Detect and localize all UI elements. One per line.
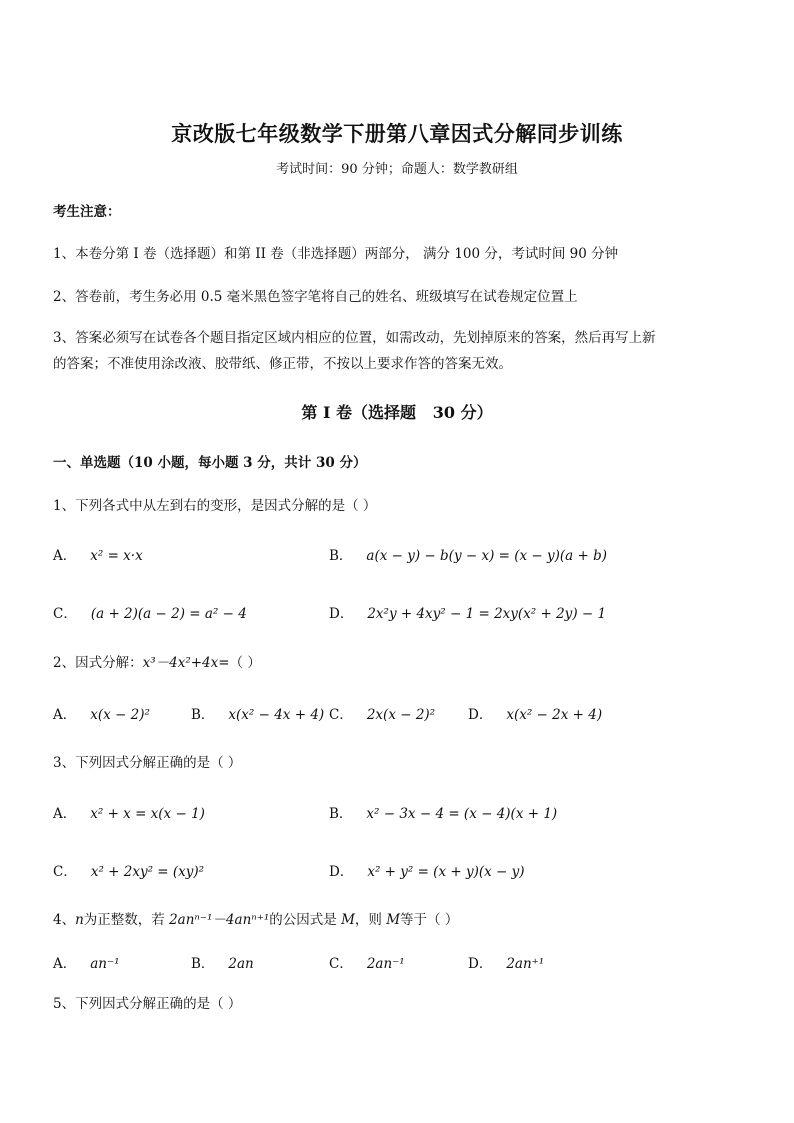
question-3-option-b[interactable] xyxy=(329,802,557,822)
option-text: x² + x = x(x − 1) xyxy=(90,806,205,822)
option-label: C． xyxy=(53,606,77,622)
part-title: 一、单选题（10 小题，每小题 3 分，共计 30 分） xyxy=(53,455,367,471)
option-text: an⁻¹ xyxy=(90,956,120,972)
question-1-option-c[interactable] xyxy=(53,602,247,622)
option-label: C． xyxy=(329,707,353,723)
question-3-stem: 3、下列因式分解正确的是（ ） xyxy=(53,755,242,771)
stem-text: 为正整数，若 xyxy=(83,912,170,928)
section-title: 第 I 卷（选择题 30 分） xyxy=(301,403,493,422)
option-text: x² = x·x xyxy=(90,548,143,564)
question-2-option-c[interactable] xyxy=(329,703,435,723)
stem-text: 的公因式是 xyxy=(269,912,342,928)
option-label: A． xyxy=(53,956,77,972)
page-subtitle: 考试时间：90 分钟；命题人：数学教研组 xyxy=(276,162,518,177)
question-3-option-d[interactable] xyxy=(329,860,525,880)
option-text: 2x²y + 4xy² − 1 = 2xy(x² + 2y) − 1 xyxy=(367,606,607,622)
option-label: D． xyxy=(468,956,493,972)
option-text: 2an⁻¹ xyxy=(366,956,405,972)
option-label: A． xyxy=(53,548,77,564)
question-4-stem xyxy=(53,908,754,928)
option-label: D． xyxy=(468,707,493,723)
option-text: 2x(x − 2)² xyxy=(366,707,436,723)
question-4-option-a[interactable] xyxy=(53,952,120,972)
option-label: A． xyxy=(53,806,77,822)
option-text: x(x² − 4x + 4) xyxy=(228,707,325,723)
option-text: (a + 2)(a − 2) = a² − 4 xyxy=(90,606,247,622)
stem-variable-m: M xyxy=(341,912,355,928)
option-label: B． xyxy=(191,956,215,972)
question-2-option-d[interactable] xyxy=(468,703,602,723)
stem-expression: x³－4x²+4x xyxy=(142,655,219,671)
notice-item-2: 2、答卷前，考生务必用 0.5 毫米黑色签字笔将自己的姓名、班级填写在试卷规定位置上 xyxy=(53,289,578,305)
stem-variable-n: n xyxy=(75,912,84,928)
question-1-option-b[interactable] xyxy=(329,544,607,564)
option-label: B． xyxy=(329,806,353,822)
stem-expression: 2anⁿ⁻¹－4anⁿ⁺¹ xyxy=(169,912,270,928)
question-3-option-c[interactable] xyxy=(53,860,204,880)
option-text: 2an xyxy=(228,956,254,972)
stem-variable-m: M xyxy=(386,912,401,928)
stem-text: ，则 xyxy=(354,912,387,928)
question-4-option-b[interactable] xyxy=(191,952,254,972)
option-label: C． xyxy=(329,956,353,972)
option-label: B． xyxy=(329,548,353,564)
option-text: a(x − y) − b(y − x) = (x − y)(a + b) xyxy=(366,548,608,564)
option-text: x(x² − 2x + 4) xyxy=(506,707,603,723)
question-1-stem: 1、下列各式中从左到右的变形，是因式分解的是（ ） xyxy=(53,498,377,514)
option-label: D． xyxy=(329,606,354,622)
notice-item-3-line-1: 3、答案必须写在试卷各个题目指定区域内相应的位置，如需改动，先划掉原来的答案，然后再写上新 xyxy=(53,330,656,346)
notice-item-3-line-2: 的答案；不准使用涂改液、胶带纸、修正带，不按以上要求作答的答案无效。 xyxy=(53,356,512,372)
question-4-option-d[interactable] xyxy=(468,952,544,972)
option-text: x² + 2xy² = (xy)² xyxy=(90,864,205,880)
stem-prefix: 2、因式分解： xyxy=(53,655,143,671)
option-text: x² − 3x − 4 = (x − 4)(x + 1) xyxy=(366,806,558,822)
page-title: 京改版七年级数学下册第八章因式分解同步训练 xyxy=(171,121,623,146)
stem-suffix: 等于（ ） xyxy=(400,912,459,928)
option-label: B． xyxy=(191,707,215,723)
question-3-option-a[interactable] xyxy=(53,802,205,822)
option-label: D． xyxy=(329,864,354,880)
notice-item-1: 1、本卷分第 I 卷（选择题）和第 II 卷（非选择题）两部分， 满分 100 分，考试时间 90 分钟 xyxy=(53,246,619,262)
stem-prefix: 4、 xyxy=(53,912,76,928)
question-1-option-a[interactable] xyxy=(53,544,143,564)
notice-label: 考生注意： xyxy=(53,204,121,220)
option-text: 2an⁺¹ xyxy=(506,956,545,972)
question-1-option-d[interactable] xyxy=(329,602,606,622)
option-label: C． xyxy=(53,864,77,880)
question-2-option-a[interactable] xyxy=(53,703,150,723)
option-label: A． xyxy=(53,707,77,723)
question-4-option-c[interactable] xyxy=(329,952,405,972)
question-2-stem xyxy=(53,651,754,671)
option-text: x² + y² = (x + y)(x − y) xyxy=(367,864,525,880)
question-2-option-b[interactable] xyxy=(191,703,324,723)
question-5-stem: 5、下列因式分解正确的是（ ） xyxy=(53,996,242,1012)
stem-suffix: =（ ） xyxy=(218,655,261,671)
option-text: x(x − 2)² xyxy=(90,707,150,723)
